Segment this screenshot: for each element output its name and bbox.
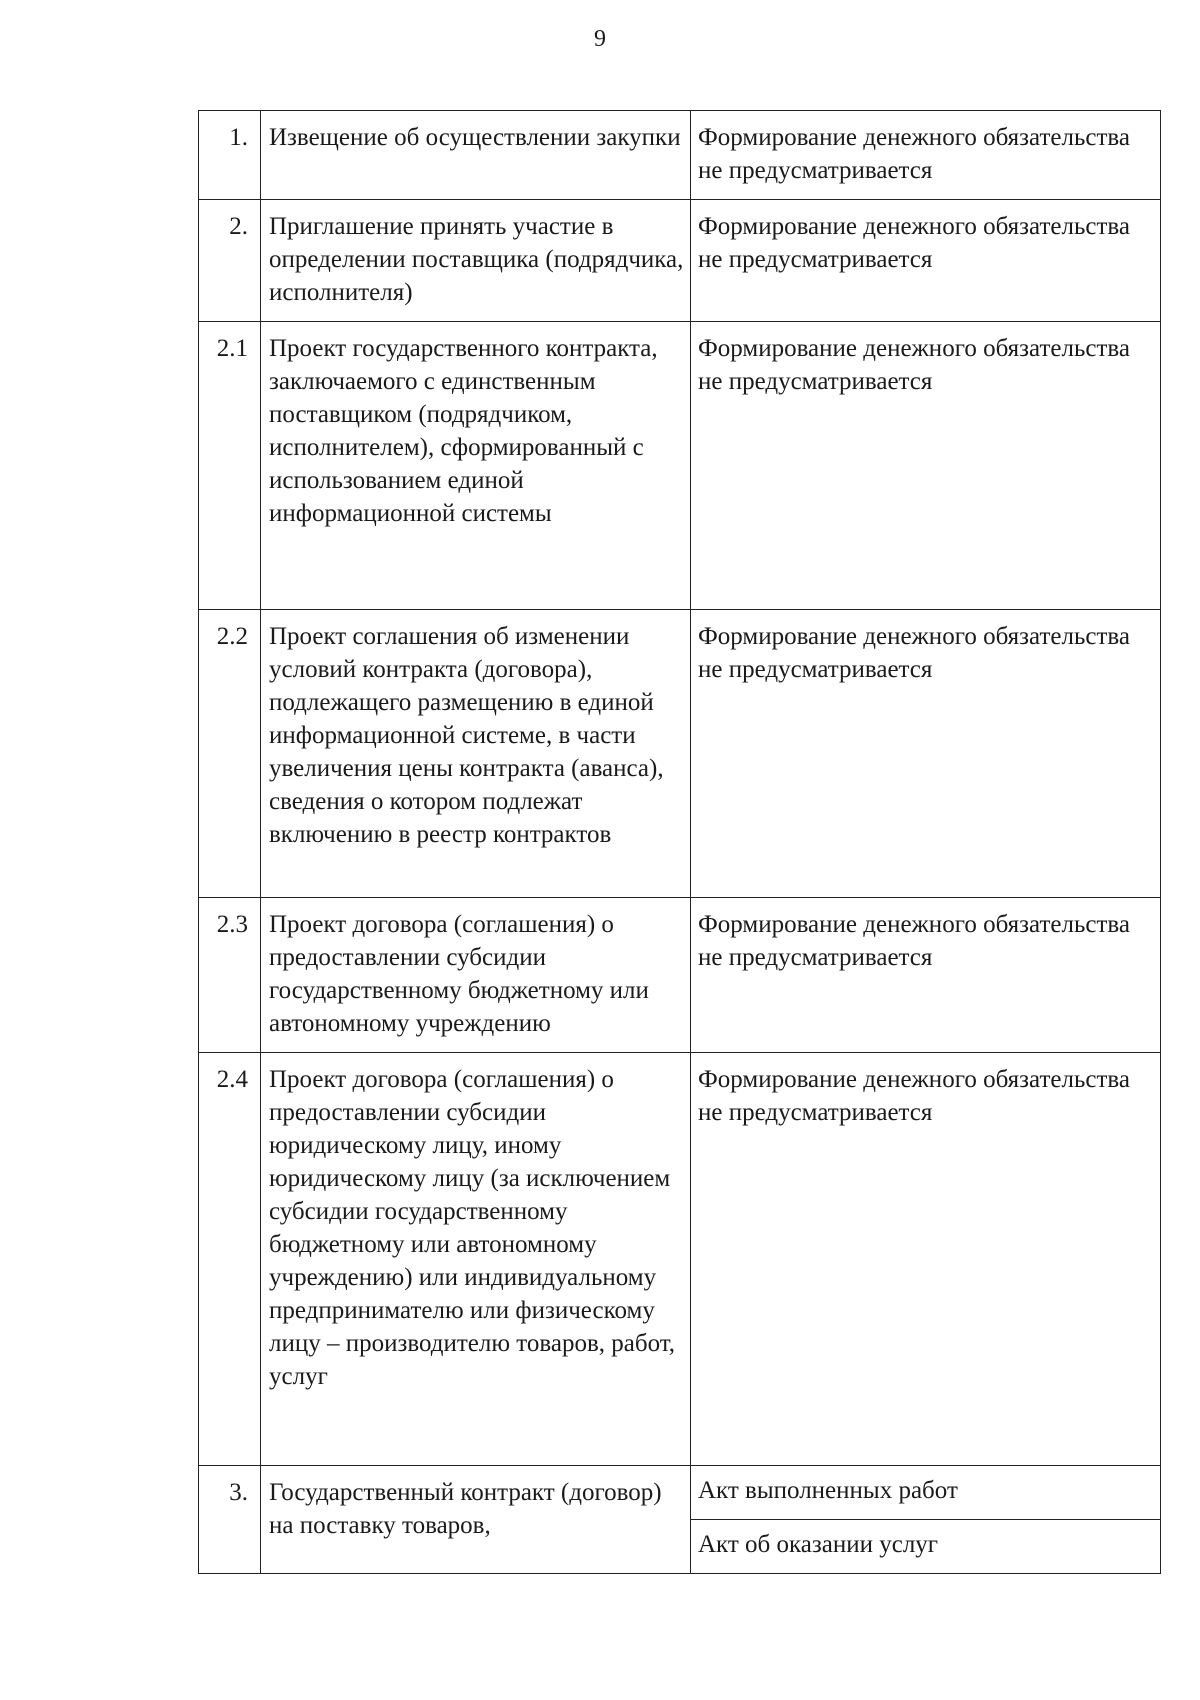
obligation-text: Формирование денежного обязательства не предусматривается — [691, 322, 1161, 610]
row-number: 2.2 — [199, 610, 261, 898]
row-number: 1. — [199, 111, 261, 200]
table-row — [199, 898, 1161, 1053]
row-number: 3. — [199, 1466, 261, 1574]
document-name: Проект договора (соглашения) о предоставлении субсидии юридическому лицу, иному юридическому лицу (за исключением субсидии государственному бюджетному или автономному учреждению) или индивидуальному предпринимателю или физическому лицу – производителю товаров, работ, услуг — [261, 1053, 691, 1466]
obligation-text: Формирование денежного обязательства не предусматривается — [691, 898, 1161, 1053]
obligation-text: Формирование денежного обязательства не предусматривается — [691, 610, 1161, 898]
table-row — [199, 322, 1161, 610]
table-row — [199, 610, 1161, 898]
document-name: Извещение об осуществлении закупки — [261, 111, 691, 200]
row-number: 2.4 — [199, 1053, 261, 1466]
document-name: Приглашение принять участие в определении поставщика (подрядчика, исполнителя) — [261, 200, 691, 322]
document-name: Проект соглашения об изменении условий контракта (договора), подлежащего размещению в единой информационной системе, в части увеличения цены контракта (аванса), сведения о котором подлежат включению в реестр контрактов — [261, 610, 691, 898]
row-number: 2. — [199, 200, 261, 322]
row-number: 2.3 — [199, 898, 261, 1053]
documents-table — [198, 110, 1161, 1574]
obligation-text: Акт об оказании услуг — [691, 1520, 1161, 1574]
table-row — [199, 111, 1161, 200]
table-row — [199, 1053, 1161, 1466]
table-row — [199, 200, 1161, 322]
obligation-text: Формирование денежного обязательства не предусматривается — [691, 200, 1161, 322]
row-number: 2.1 — [199, 322, 261, 610]
table-row — [199, 1466, 1161, 1520]
page-number: 9 — [594, 26, 606, 52]
document-name: Государственный контракт (договор) на поставку товаров, — [261, 1466, 691, 1574]
obligation-text: Акт выполненных работ — [691, 1466, 1161, 1520]
document-name: Проект государственного контракта, заключаемого с единственным поставщиком (подрядчиком, исполнителем), сформированный с использованием единой информационной системы — [261, 322, 691, 610]
obligation-text: Формирование денежного обязательства не предусматривается — [691, 111, 1161, 200]
document-name: Проект договора (соглашения) о предоставлении субсидии государственному бюджетному или автономному учреждению — [261, 898, 691, 1053]
obligation-text: Формирование денежного обязательства не предусматривается — [691, 1053, 1161, 1466]
